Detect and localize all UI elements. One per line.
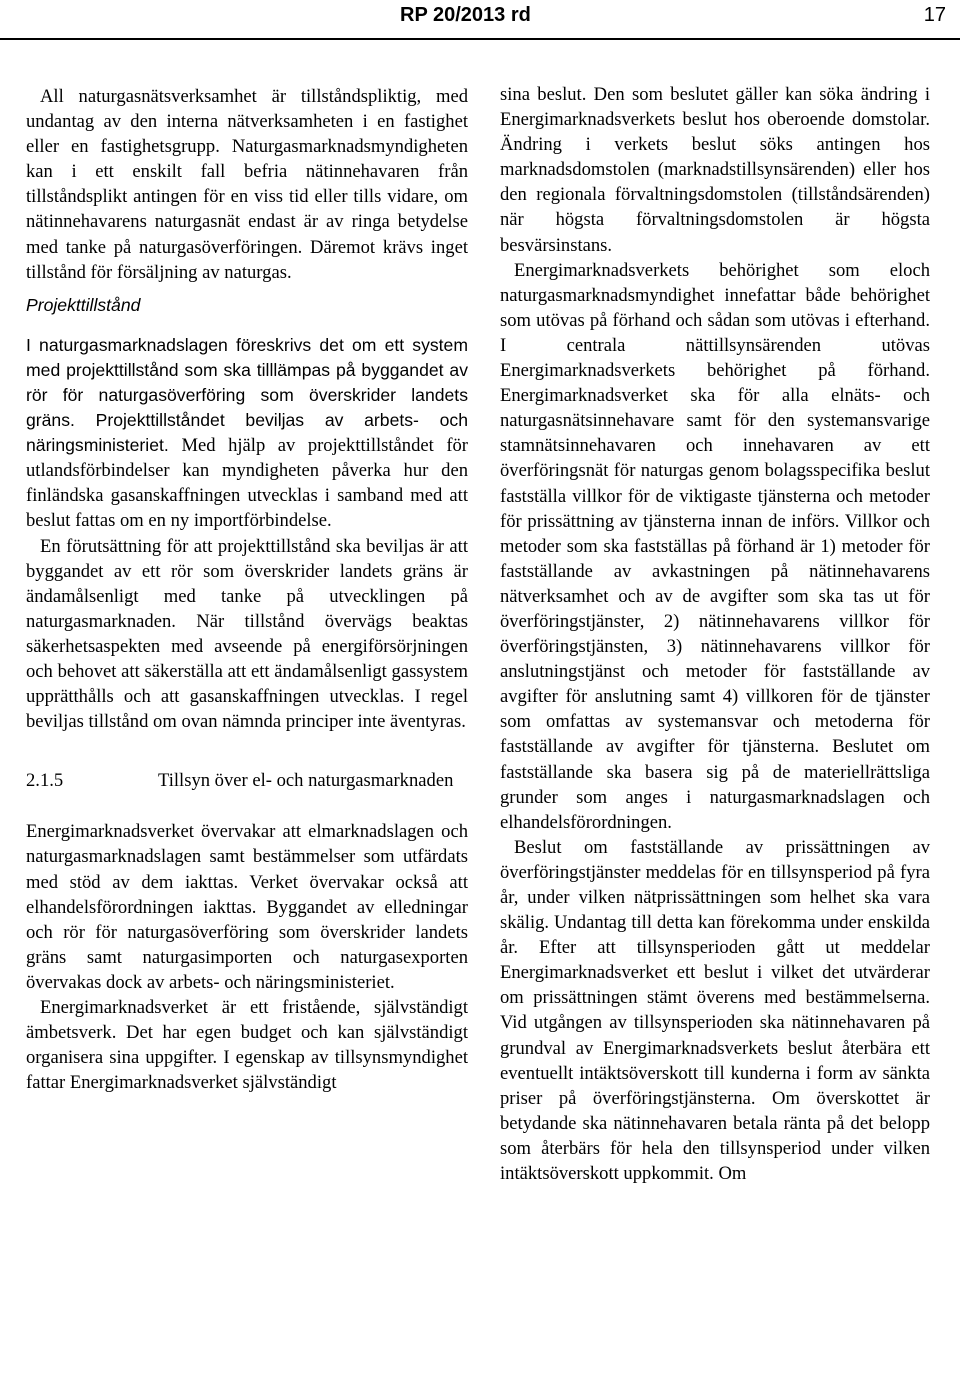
paragraph-project-permit — [26, 333, 468, 534]
subheading-projekttillstand: Projekttillstånd — [26, 294, 141, 315]
paragraph-text: I naturgasmarknadslagen föreskrivs det om ett system med projekttillstånd som ska tilllämpas på byggandet av rör för naturgasöverföring som överskrider landets gräns. Projekttillståndet beviljas av arbets- och näringsministeriet. — [26, 334, 468, 456]
section-heading — [26, 768, 468, 793]
spacer — [26, 734, 468, 760]
document-reference: RP 20/2013 rd — [400, 4, 531, 26]
paragraph-supervision: Energimarknadsverket övervakar att elmarknadslagen och naturgasmarknadslagen samt bestämmelser som utfärdats med stöd av dem iakttas. Verket övervakar också att elhandelsförordningen iakttas. Byggandet av elledningar och rör för naturgasöverföring som överskrider landets gräns samt naturgasimporten och naturgasexporten övervakas dock av arbets- och näringsministeriet. — [26, 821, 468, 993]
page-number: 17 — [923, 4, 946, 26]
left-column — [26, 84, 468, 1095]
spacer — [26, 319, 468, 333]
paragraph-licensing — [26, 84, 468, 285]
paragraph-text: Naturgasmarknadsmyndigheten kan i ett enskilt fall befria nätinnehavaren från tillståndsplikt antingen för en viss tid eller tills vidare, om nätinnehavarens naturgasnät endast är av ringa betydelse med tanke på naturgasöverföringen. Däremot krävs inget tillstånd för försäljning av naturgas. — [26, 136, 468, 283]
section-number: 2.1.5 — [26, 770, 64, 792]
right-column — [500, 82, 930, 1186]
paragraph-text: All naturgasnätsverksamhet är tillståndspliktig, med undantag av den interna nätverksamheten i en fastighet eller en fastighetsgrupp. — [26, 86, 468, 158]
paragraph-pricing-decisions: Beslut om fastställande av prissättningen av överföringstjänster meddelas för en tillsynsperiod på fyra år, under vilken nätprissättningen som helhet ska vara skälig. Undantag till detta kan förekomma under enskilda år. Efter att tillsynsperioden gått ut meddelar Energimarknadsverket ett beslut i vilket det utvärderar om prissättningen stämt överens med bestämmelserna. Vid utgången av tillsynsperioden ska nätinnehavaren på grundval av Energimarknadsverkets beslut återbära ett eventuellt intäktsöverskott till kunderna i form av sänkta priser på överföringstjänsterna. Om överskottet är betydande ska nätinnehavaren betala ränta på det belopp som återbärs för hela den tillsynsperiod under vilken intäktsöverskott uppkommit. Om — [500, 836, 930, 1185]
paragraph-permit-conditions: En förutsättning för att projekttillstånd ska beviljas är att byggandet av ett rör som överskrider landets gräns är ändamålsenligt med tanke på utvecklingen på naturgasmarknaden. När tillstånd övervägs beaktas säkerhetsaspekten med avseende på energiförsörjningen och behovet att säkerställa att ett ändamålsenligt gassystem upprätthålls och att gasanskaffningen utvecklas. I regel beviljas tillstånd om ovan nämnda principer inte äventyras. — [26, 535, 468, 733]
paragraph-text: Med hjälp av projekttillståndet för utlandsförbindelser kan myndigheten påverka hur den finländska gasanskaffningen utvecklas i samband med att beslut fattas om en ny importförbindelse. — [26, 435, 468, 532]
spacer — [26, 793, 468, 819]
section-title: Tillsyn över el- och naturgasmarknaden — [158, 770, 454, 792]
paragraph-appeals: sina beslut. Den som beslutet gäller kan söka ändring i Energimarknadsverkets beslut hos oberoende domstolar. Ändring i verkets beslut söks antingen hos marknadsdomstolen (marknadstillsynsärenden) eller hos den regionala förvaltningsdomstolen (tillståndsärenden) när högsta förvaltningsdomstolen är högsta besvärsinstans. — [500, 84, 930, 256]
paragraph-competence: Energimarknadsverkets behörighet som eloch naturgasmarknadsmyndighet innefattar både behörighet som utövas på förhand och sådan som utövas i efterhand. I centrala nättillsynsärenden utövas Energimarknadsverkets behörighet på förhand. Energimarknadsverket ska för alla elnäts- och naturgasnätsinnehavare samt för den systemansvarige stamnätsinnehavaren och innehavaren av ett överföringsnät för naturgas genom bolagsspecifika beslut fastställa villkor för de viktigaste tjänsterna och metoder för prissättning av tjänsterna innan de införs. Villkor och metoder som ska fastställas på förhand är 1) metoder för fastställande av avkastningen på nätinnehavarens nätverksamhet och av de avgifter som ska tas ut för överföringstjänster, 2) nätinnehavarens villkor för överföringstjänsten, 3) nätinnehavarens villkor för anslutningstjänst och metoder för fastställande av avgifter för anslutning samt 4) villkoren för de tjänster som omfattas av systemansvar och metoderna för fastställande av avgifter för tjänsterna. Beslutet om fastställande ska basera sig på de materiellrättsliga grunder som anges i naturgasmarknadslagen och elhandelsförordningen. — [500, 259, 930, 833]
paragraph-independence: Energimarknadsverket är ett fristående, självständigt ämbetsverk. Det har egen budget och kan självständigt organisera sina uppgifter. I egenskap av tillsynsmyndighet fattar Energimarknadsverket självständigt — [26, 997, 468, 1094]
header-rule — [0, 38, 960, 40]
